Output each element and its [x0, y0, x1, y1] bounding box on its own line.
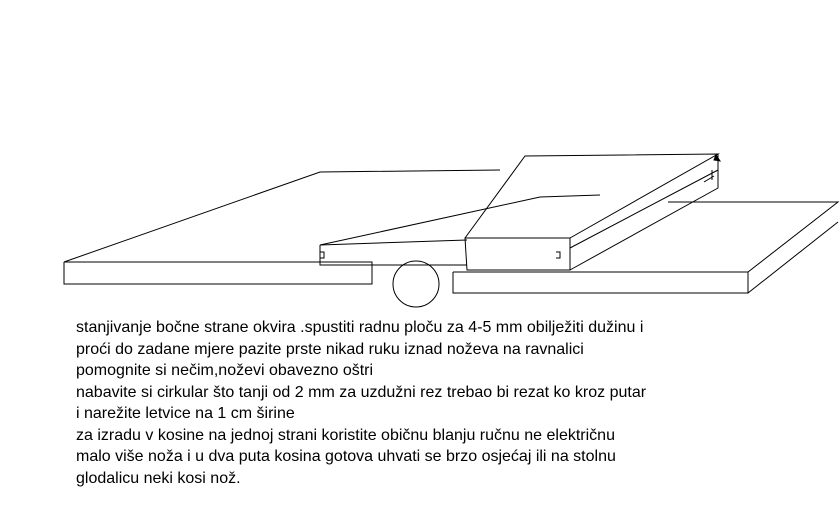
note-line: nabavite si cirkular što tanji od 2 mm za uzdužni rez trebao bi rezat ko kroz putar: [76, 383, 647, 401]
outfeed-table: [453, 202, 838, 293]
note-line: pomognite si nečim,noževi obavezno oštri: [76, 362, 374, 379]
note-line: stanjivanje bočne strane okvira .spustiti radnu ploču za 4-5 mm obilježiti dužinu i: [76, 319, 644, 336]
infeed-table: [64, 170, 500, 284]
instruction-notes: [76, 317, 796, 489]
note-line: proći do zadane mjere pazite prste nikad ruku iznad noževa na ravnalici: [76, 340, 584, 358]
frame-piece: [465, 154, 718, 270]
note-line: za izradu v kosine na jednoj strani koristite običnu blanju ručnu ne električnu: [76, 426, 615, 444]
workpiece-board: [320, 195, 600, 265]
cutter-head: [393, 261, 439, 307]
note-line: malo više noža i u dva puta kosina gotova uhvati se brzo osjećaj ili na stolnu: [76, 448, 616, 465]
note-line: i narežite letvice na 1 cm širine: [76, 405, 295, 422]
note-line: glodalicu neki kosi nož.: [76, 469, 241, 487]
